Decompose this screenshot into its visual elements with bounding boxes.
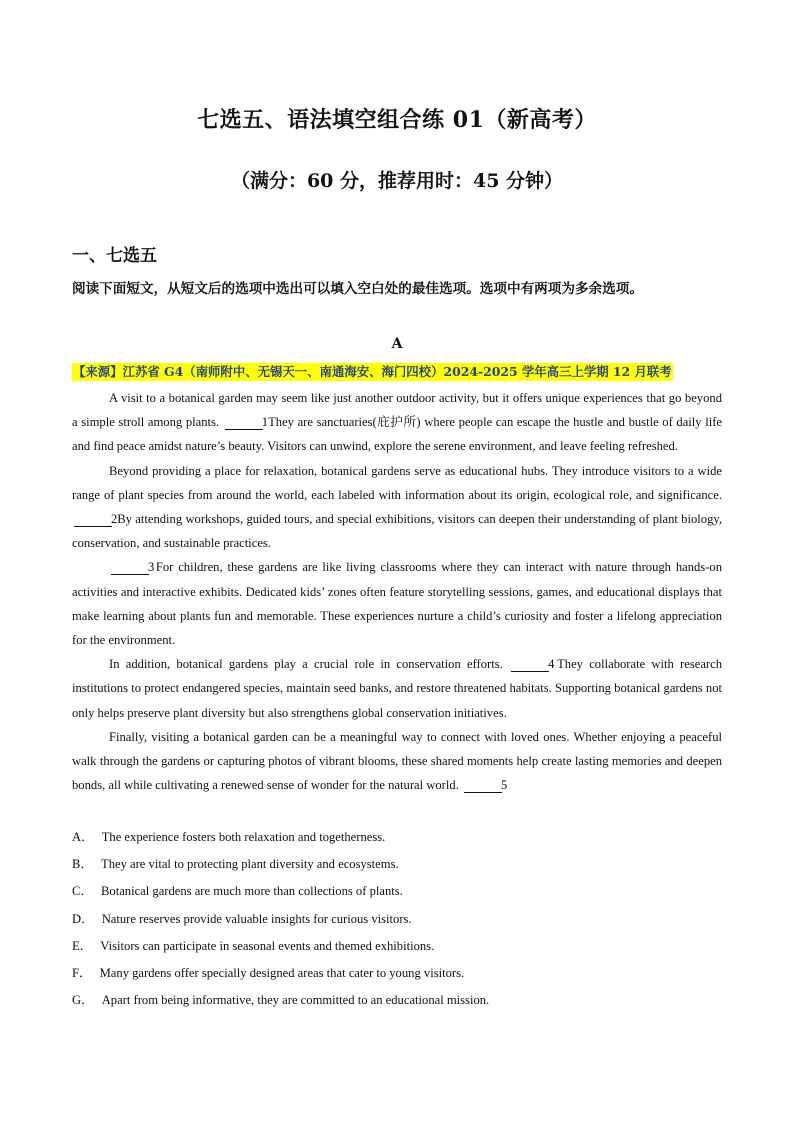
passage-letter: A [391,336,403,352]
source-label: 【来源】江苏省 G4（南师附中、无锡天一、南通海安、海门四校）2024-2025 学年高三上学期 12 月联考 [73,364,672,379]
paragraph-text-before: A visit to a botanical garden may seem like just another outdoor activity, but it offers unique experiences that go beyond a simple stroll among plants. [72,391,722,430]
paragraph-text-after: They are sanctuaries(庇护所) where people can escape the hustle and bustle of daily life and find peace amidst nature’s beauty. Visitors can unwind, explore the serene environment, and leave feeling refreshed. [72,415,722,454]
option-letter: G． [72,993,94,1008]
paragraph [72,459,722,556]
option-text: Nature reserves provide valuable insights for curious visitors. [101,911,412,926]
section-heading: 一、七选五 [72,246,157,266]
paragraph-text-before: Finally, visiting a botanical garden can be a meaningful way to connect with loved ones. Whether enjoying a peaceful walk through the gardens or capturing photos of vibrant blooms, these shared moments help create lasting memories and deepen bonds, all while cultivating a renewed sense of wonder for the natural world. [72,729,722,793]
option-d [72,908,722,935]
option-e [72,935,722,962]
answer-blank: 5 [464,778,502,793]
options-list [72,826,722,1016]
option-letter: E． [72,938,93,953]
paragraph-text-after: By attending workshops, guided tours, and special exhibitions, visitors can deepen their understanding of plant biology, conservation, and sustainable practices. [72,512,722,551]
paragraph-text-after: They collaborate with research institutions to protect endangered species, maintain seed banks, and restore threatened habitats. Supporting botanical gardens not only helps preserve plant diversity but also strengthens global conservation initiatives. [72,657,722,720]
answer-blank: 4 [511,657,549,672]
option-a [72,826,722,853]
option-letter: C． [72,884,93,899]
answer-blank: 2 [74,512,112,527]
option-text: They are vital to protecting plant diversity and ecosystems. [101,857,399,872]
option-c [72,880,722,907]
option-letter: A． [72,830,94,844]
paragraph-text-after: For children, these gardens are like living classrooms where they can interact with nature through hands-on activities and interactive exhibits. Dedicated kids’ zones often feature storytelling sessions, games, and educational displays that make learning about plants fun and memorable. These experiences nurture a child’s curiosity and foster a lifelong appreciation for the environment. [72,560,722,648]
option-letter: D． [72,911,94,926]
option-b [72,853,722,880]
passage [72,386,722,797]
page-subtitle: （满分：60 分，推荐用时：45 分钟） [230,170,564,192]
option-text: Many gardens offer specially designed areas that cater to young visitors. [99,965,465,980]
paragraph-text-before: Beyond providing a place for relaxation, botanical gardens serve as educational hubs. They introduce visitors to a wide range of plant species from around the world, each labeled with information about its origin, ecological role, and significance. [72,463,722,502]
option-text: Visitors can participate in seasonal events and themed exhibitions. [100,938,435,953]
option-letter: B． [72,857,93,872]
paragraph-text-before: In addition, botanical gardens play a crucial role in conservation efforts. [109,657,503,672]
option-text: Botanical gardens are much more than collections of plants. [101,884,403,899]
option-text: Apart from being informative, they are committed to an educational mission. [101,993,490,1008]
page-title: 七选五、语法填空组合练 01（新高考） [197,107,597,133]
answer-blank: 3 [111,560,149,575]
paragraph [72,652,722,725]
option-letter: F． [72,965,92,980]
paragraph [72,555,722,652]
option-g [72,989,722,1016]
answer-blank: 1 [225,415,263,430]
paragraph [72,386,722,459]
paragraph [72,725,722,798]
option-f [72,962,722,989]
instruction-text: 阅读下面短文，从短文后的选项中选出可以填入空白处的最佳选项。选项中有两项为多余选项。 [72,281,643,297]
option-text: The experience fosters both relaxation and togetherness. [101,830,386,844]
